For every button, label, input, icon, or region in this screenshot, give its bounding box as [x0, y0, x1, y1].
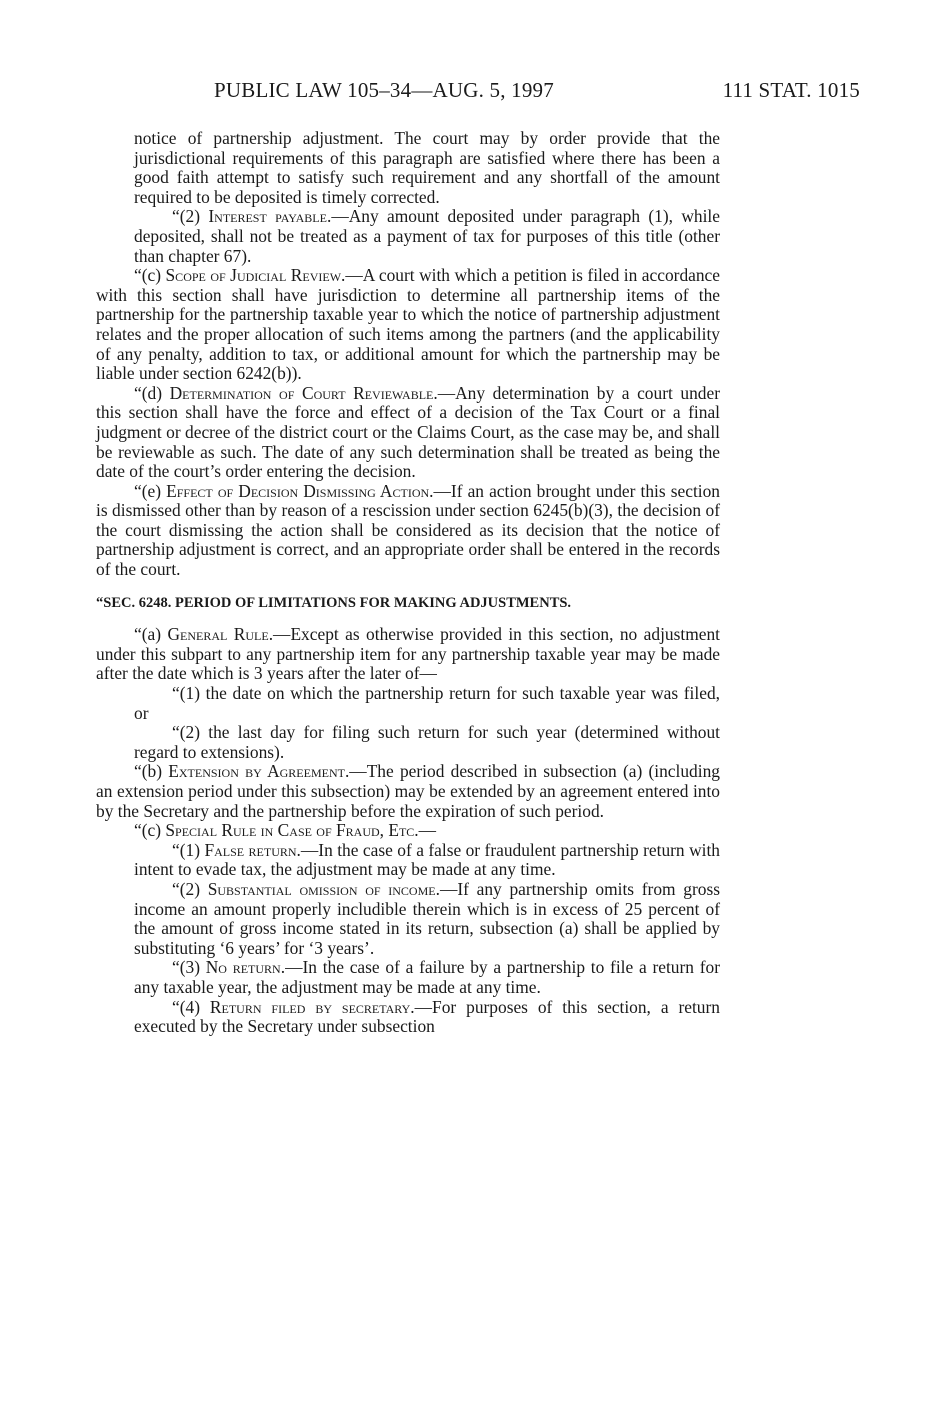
- paragraph-text: —Except as otherwise provided in this section, no adjustment under this subpart to any partnership item for any partnership taxable year may be made after the date which is 3 years after the later of—: [96, 624, 720, 684]
- paragraph: [96, 266, 720, 384]
- paragraph-heading: Interest payable.: [208, 206, 332, 227]
- paragraph-text: the date on which the partnership return for such taxable year was filed, or: [134, 683, 720, 723]
- paragraph: [96, 821, 720, 841]
- document-body: [96, 129, 720, 1037]
- paragraph-number: “(1): [172, 839, 205, 860]
- paragraph-text: —For purposes of this section, a return executed by the Secretary under subsection: [134, 996, 720, 1037]
- paragraph: [96, 841, 720, 880]
- paragraph-text: —If an action brought under this section is dismissed other than by reason of a rescission under section 6245(b)(3), the decision of the court dismissing the action shall be considered as its decision that the notice of partnership adjustment is correct, and an appropriate order shall be entered in the records of the court.: [96, 480, 721, 580]
- paragraph-heading: False return.: [204, 839, 301, 860]
- paragraph-text: the last day for filing such return for such year (determined without regard to extensions).: [134, 722, 720, 762]
- paragraph-heading: Extension by Agreement.: [168, 761, 350, 782]
- paragraph: [96, 684, 720, 723]
- paragraph: [96, 384, 720, 482]
- paragraph-number: “(c): [134, 820, 166, 841]
- paragraph-heading: Scope of Judicial Review.: [165, 265, 346, 286]
- paragraph: [96, 482, 720, 580]
- paragraph-text: notice of partnership adjustment. The court may by order provide that the jurisdictional requirements of this paragraph are satisfied where there has been a good faith attempt to satisfy such requirement and any shortfall of the amount required to be deposited is timely corrected.: [134, 128, 720, 207]
- paragraph: [96, 958, 720, 997]
- paragraph-number: “(2): [172, 722, 209, 743]
- paragraph-number: “(b): [134, 761, 169, 782]
- paragraph-text: —In the case of a failure by a partnership to file a return for any taxable year, the adjustment may be made at any time.: [134, 957, 720, 997]
- header-law-date: PUBLIC LAW 105–34—AUG. 5, 1997: [214, 78, 554, 102]
- paragraph-number: “(2): [172, 878, 208, 899]
- paragraph-text: —: [418, 820, 437, 841]
- paragraph-heading: Return filed by secretary.: [209, 996, 415, 1017]
- section-heading: [96, 594, 720, 614]
- paragraph-text: —Any amount deposited under paragraph (1), while deposited, shall not be treated as a payment of tax for purposes of this title (other than chapter 67).: [134, 206, 720, 266]
- paragraph-number: “(d): [134, 382, 170, 403]
- paragraph-heading: Determination of Court Reviewable.: [169, 382, 438, 403]
- paragraph-heading: No return.: [205, 957, 286, 978]
- paragraph: [96, 762, 720, 821]
- paragraph: [96, 129, 720, 207]
- paragraph-text: —In the case of a false or fraudulent partnership return with intent to evade tax, the adjustment may be made at any time.: [134, 839, 720, 880]
- paragraph-number: “(c): [134, 265, 166, 286]
- paragraph-text: —A court with which a petition is filed in accordance with this section shall have jurisdiction to determine all partnership items of the partnership for the partnership taxable year to which the notice of partnership adjustment relates and the proper allocation of such items among the partners (and the applicability of any penalty, addition to tax, or additional amount for which the partnership may be liable under section 6242(b)).: [96, 265, 720, 384]
- paragraph-text: “SEC. 6248. PERIOD OF LIMITATIONS FOR MAKING ADJUSTMENTS.: [96, 594, 572, 611]
- paragraph-number: “(e): [134, 480, 167, 501]
- paragraph-number: “(1): [172, 683, 206, 704]
- paragraph-heading: Effect of Decision Dismissing Action.: [166, 480, 434, 501]
- paragraph-heading: Substantial omission of income.: [207, 878, 440, 899]
- paragraph-text: —If any partnership omits from gross income an amount properly includible therein which is in excess of 25 percent of the amount of gross income stated in its return, subsection (a) shall be applied by substituting ‘6 years’ for ‘3 years’.: [134, 878, 720, 958]
- paragraph-number: “(a): [134, 624, 168, 645]
- paragraph-number: “(4): [172, 996, 210, 1017]
- paragraph-text: —Any determination by a court under this section shall have the force and effect of a decision of the Tax Court or a final judgment or decree of the district court or the Claims Court, as the case may be, and shall be reviewable as such. The date of any such determination shall be treated as being the date of the court’s order entering the decision.: [96, 382, 720, 482]
- paragraph: [96, 625, 720, 684]
- header-statute-page: 111 STAT. 1015: [722, 78, 860, 102]
- paragraph-number: “(3): [172, 957, 206, 978]
- paragraph-heading: General Rule.: [167, 624, 274, 645]
- paragraph: [96, 998, 720, 1037]
- paragraph-heading: Special Rule in Case of Fraud, Etc.: [165, 820, 419, 841]
- paragraph-number: “(2): [172, 206, 209, 227]
- paragraph: [96, 723, 720, 762]
- paragraph: [96, 207, 720, 266]
- paragraph: [96, 880, 720, 958]
- paragraph-text: —The period described in subsection (a) (including an extension period under this subsection) may be extended by an agreement entered into by the Secretary and the partnership before the expiration of such period.: [96, 761, 720, 821]
